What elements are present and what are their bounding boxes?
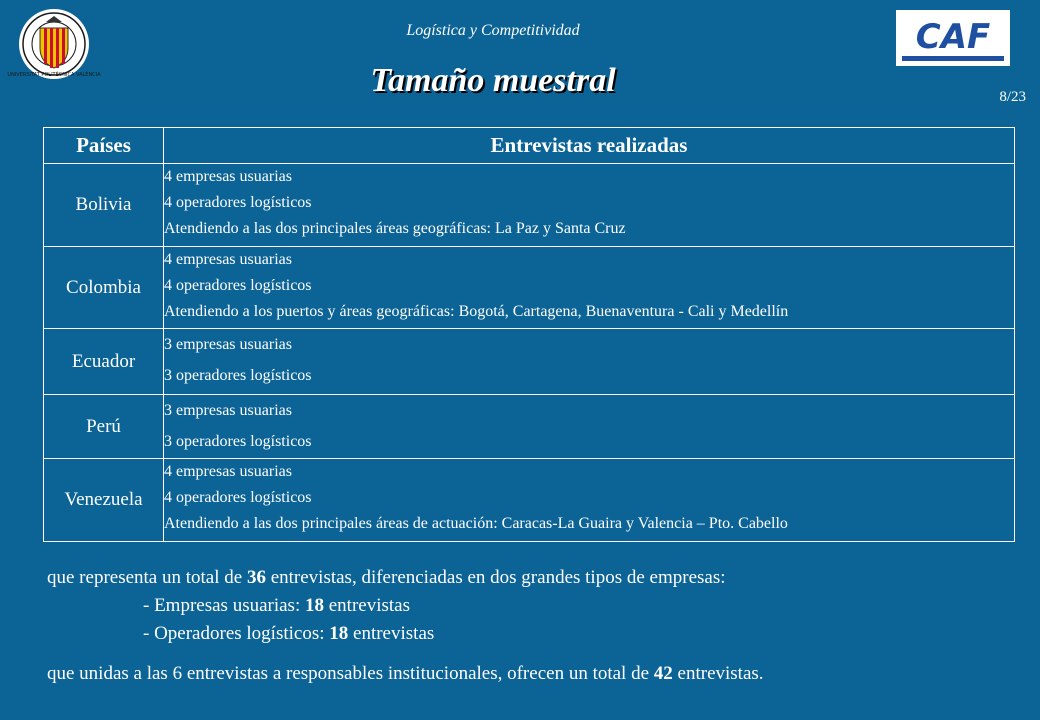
country-cell: Perú bbox=[44, 395, 164, 459]
detail-line: 4 empresas usuarias bbox=[164, 463, 292, 480]
detail-cell bbox=[164, 395, 1015, 459]
detail-cell bbox=[164, 164, 1015, 247]
country-cell: Bolivia bbox=[44, 164, 164, 247]
summary-text bbox=[47, 564, 1027, 688]
detail-line: 4 empresas usuarias bbox=[164, 168, 292, 185]
page-number: 8/23 bbox=[999, 89, 1026, 105]
detail-cell bbox=[164, 329, 1015, 395]
detail-line: 3 empresas usuarias bbox=[164, 402, 292, 419]
detail-line: 3 operadores logísticos bbox=[164, 433, 312, 450]
caf-logo-text: CAF bbox=[915, 17, 991, 57]
users-count: 18 bbox=[304, 595, 324, 616]
table-row bbox=[44, 247, 1015, 329]
detail-line: 4 operadores logísticos bbox=[164, 277, 312, 294]
summary-operators-line: - Operadores logísticos: 18 entrevistas bbox=[143, 623, 435, 644]
detail-cell bbox=[164, 247, 1015, 329]
operators-count: 18 bbox=[329, 623, 349, 644]
country-cell: Colombia bbox=[44, 247, 164, 329]
interviews-table bbox=[43, 127, 1015, 542]
country-cell: Ecuador bbox=[44, 329, 164, 395]
table-row bbox=[44, 329, 1015, 395]
detail-line: 4 empresas usuarias bbox=[164, 251, 292, 268]
table-row bbox=[44, 459, 1015, 542]
header-interviews: Entrevistas realizadas bbox=[164, 128, 1015, 164]
header-subtitle: Logística y Competitividad bbox=[406, 22, 580, 39]
detail-line: 3 operadores logísticos bbox=[164, 367, 312, 384]
grand-total-count: 42 bbox=[653, 663, 673, 684]
summary-total-line: que representa un total de 36 entrevistas, diferenciadas en dos grandes tipos de empresas: bbox=[47, 567, 726, 588]
detail-line: 4 operadores logísticos bbox=[164, 194, 312, 211]
summary-final-line: que unidas a las 6 entrevistas a responsables institucionales, ofrecen un total de 42 entrevistas. bbox=[47, 663, 764, 684]
header-countries: Países bbox=[44, 128, 164, 164]
summary-users-line: - Empresas usuarias: 18 entrevistas bbox=[143, 595, 410, 616]
country-cell: Venezuela bbox=[44, 459, 164, 542]
table-header-row bbox=[44, 128, 1015, 164]
detail-line: Atendiendo a las dos principales áreas de actuación: Caracas-La Guaira y Valencia – Pto. Cabello bbox=[164, 515, 788, 532]
detail-line: Atendiendo a las dos principales áreas geográficas: La Paz y Santa Cruz bbox=[164, 220, 626, 237]
total-count: 36 bbox=[246, 567, 266, 588]
slide-title: Tamaño muestral bbox=[370, 62, 616, 99]
detail-line: 4 operadores logísticos bbox=[164, 489, 312, 506]
detail-line: Atendiendo a los puertos y áreas geográficas: Bogotá, Cartagena, Buenaventura - Cali y Medellín bbox=[164, 303, 789, 320]
table-row bbox=[44, 164, 1015, 247]
caf-logo bbox=[896, 10, 1010, 66]
detail-line: 3 empresas usuarias bbox=[164, 336, 292, 353]
detail-cell bbox=[164, 459, 1015, 542]
table-row bbox=[44, 395, 1015, 459]
seal-text: UNIVERSITAT POLITÈCNICA VALÈNCIA bbox=[7, 72, 101, 78]
